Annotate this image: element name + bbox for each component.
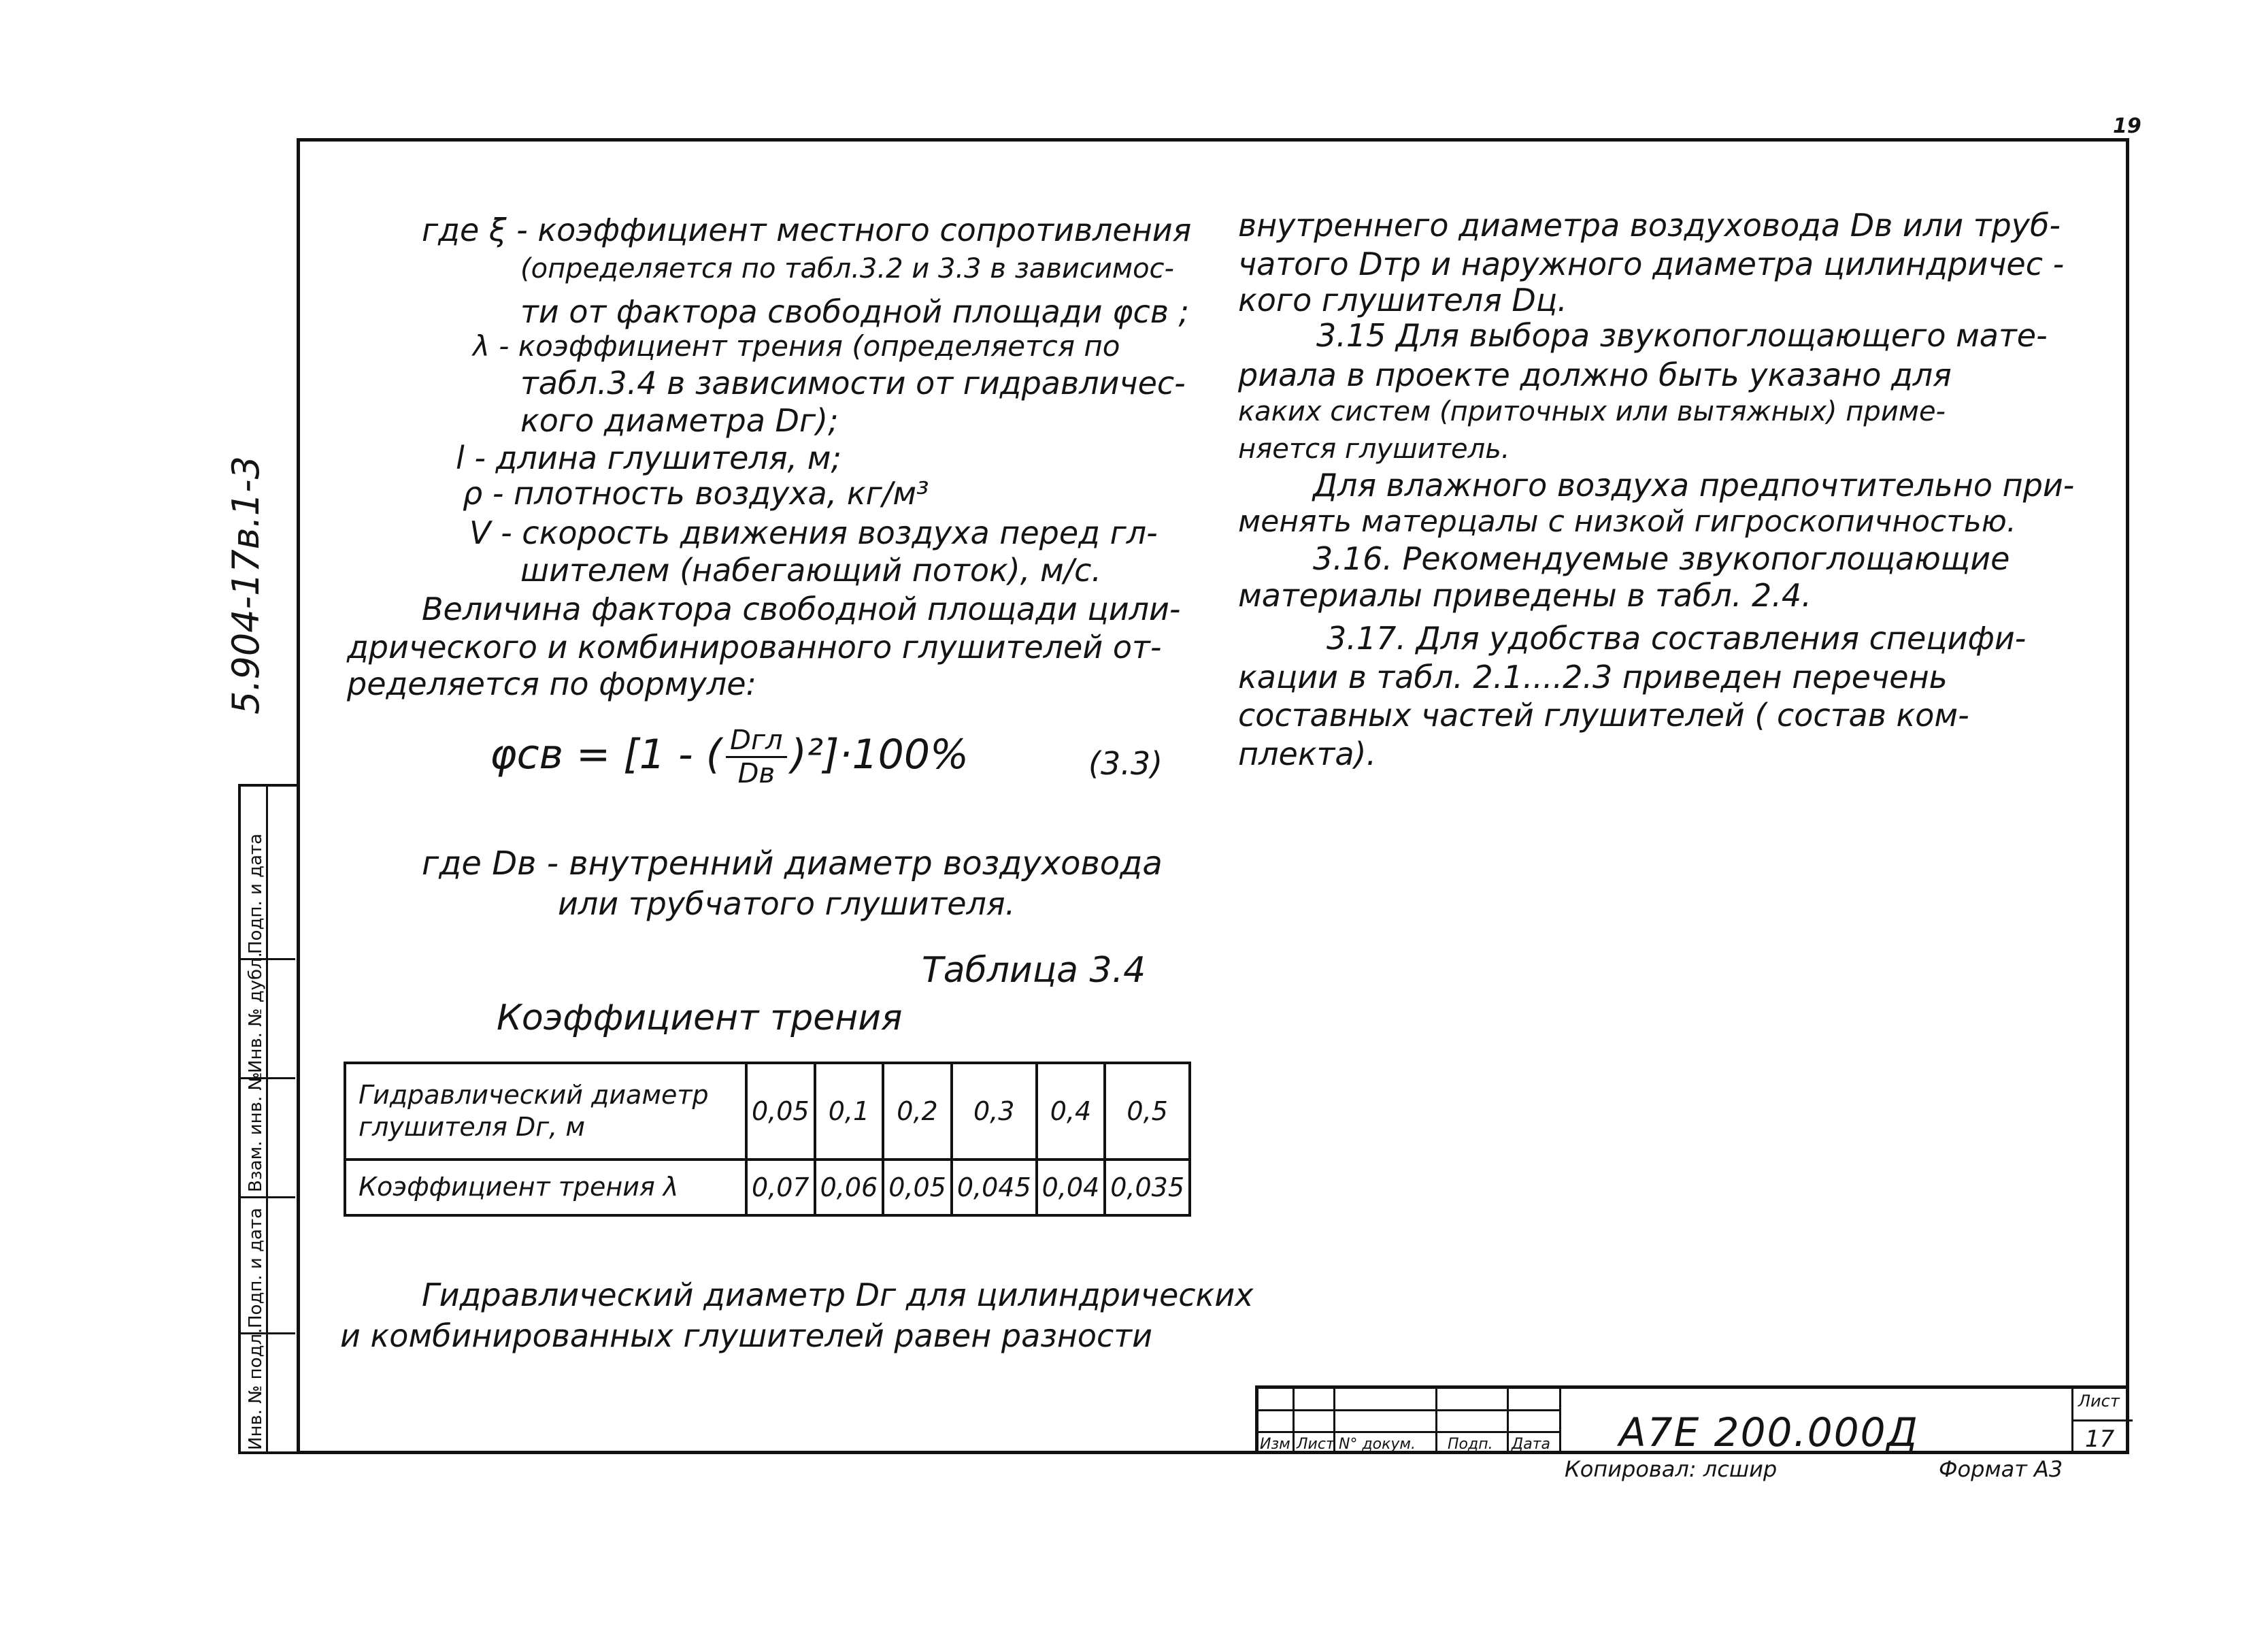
- formula-lhs: φсв = [1 - (: [490, 731, 722, 779]
- sheet-corner-number: 19: [2113, 114, 2141, 138]
- text-line: и комбинированных глушителей равен разности: [340, 1317, 1152, 1354]
- text-line: кации в табл. 2.1....2.3 приведен перечень: [1238, 659, 1948, 695]
- formula-numerator: Dгл: [726, 725, 786, 758]
- title-block-divider: [2071, 1389, 2073, 1454]
- text-line: составных частей глушителей ( состав ком-: [1238, 697, 1969, 734]
- text-line: или трубчатого глушителя.: [558, 885, 1016, 922]
- strip-cell: [241, 952, 295, 1079]
- column-label-sign: Подп.: [1448, 1436, 1493, 1453]
- text-line: внутреннего диаметра воздуховода Dв или труб-: [1238, 207, 2061, 244]
- text-line: шителем (набегающий поток), м/с.: [520, 552, 1102, 589]
- table-cell: 0,05: [883, 1160, 952, 1215]
- column-label-doc-num: N° докум.: [1339, 1436, 1416, 1453]
- table-cell: 0,4: [1037, 1063, 1105, 1160]
- table-cell-label: Коэффициент трения λ: [345, 1160, 746, 1215]
- formula-fraction: [726, 725, 786, 789]
- table-row: [345, 1160, 1190, 1215]
- text-line: каких систем (приточных или вытяжных) приме-: [1238, 396, 1946, 427]
- text-line: где Dв - внутренний диаметр воздуховода: [422, 844, 1163, 883]
- strip-cell: [241, 787, 295, 960]
- text-line: Гидравлический диаметр Dг для цилиндрических: [422, 1277, 1254, 1313]
- column-label-izm: Изм: [1260, 1436, 1290, 1453]
- table-row: [345, 1063, 1190, 1160]
- title-block-rule: [2071, 1419, 2133, 1421]
- table-cell-label: Гидравлический диаметр глушителя Dг, м: [345, 1063, 746, 1160]
- text-line: дрического и комбинированного глушителей от-: [347, 629, 1162, 665]
- equation-number: (3.3): [1088, 745, 1163, 782]
- formula-rhs: )²]·100%: [790, 731, 969, 779]
- table-cell: 0,2: [883, 1063, 952, 1160]
- table-cell: 0,04: [1037, 1160, 1105, 1215]
- formula-3-3: [490, 725, 969, 789]
- title-block-rule: [1258, 1409, 1559, 1411]
- sheet-label: Лист: [2078, 1392, 2120, 1411]
- title-block-divider: [1507, 1389, 1509, 1454]
- title-block-divider: [1293, 1389, 1295, 1454]
- strip-cell: [241, 1198, 295, 1334]
- sheet-number: 17: [2085, 1426, 2115, 1453]
- table-title: Коэффициент трения: [497, 998, 903, 1038]
- column-label-list: Лист: [1297, 1436, 1335, 1453]
- text-line: ρ - плотность воздуха, кг/м³: [463, 475, 929, 512]
- strip-label: Инв. № дубл.: [246, 952, 266, 1073]
- title-block-rule: [1258, 1431, 1559, 1433]
- text-line: табл.3.4 в зависимости от гидравличес-: [520, 365, 1186, 401]
- table-cell: 0,3: [952, 1063, 1037, 1160]
- table-cell: 0,5: [1105, 1063, 1190, 1160]
- document-code: А7Е 200.000Д: [1619, 1409, 1919, 1456]
- strip-label: Взам. инв. №: [246, 1072, 266, 1192]
- text-line: (определяется по табл.3.2 и 3.3 в зависимос-: [520, 253, 1174, 284]
- table-cell: 0,1: [815, 1063, 884, 1160]
- text-line: ти от фактора свободной площади φсв ;: [520, 293, 1190, 330]
- text-line: риала в проекте должно быть указано для: [1238, 357, 1952, 393]
- column-label-date: Дата: [1512, 1436, 1550, 1453]
- text-line: ределяется по формуле:: [347, 665, 756, 702]
- friction-table: [344, 1062, 1191, 1217]
- strip-cell: [241, 1072, 295, 1198]
- title-block: [1255, 1385, 2129, 1454]
- text-line: λ - коэффициент трения (определяется по: [473, 329, 1120, 363]
- text-line: Величина фактора свободной площади цили-: [422, 591, 1181, 627]
- text-line: где ξ - коэффициент местного сопротивления: [422, 212, 1192, 248]
- table-cell: 0,035: [1105, 1160, 1190, 1215]
- vertical-doc-code: 5.904-17в.1-3: [224, 456, 267, 714]
- text-line: l - длина глушителя, м;: [456, 440, 842, 476]
- text-line: 3.17. Для удобства составления специфи-: [1327, 620, 2027, 657]
- text-line: 3.16. Рекомендуемые звукопоглощающие: [1313, 540, 2010, 577]
- text-line: чатого Dтр и наружного диаметра цилиндричес -: [1238, 246, 2065, 282]
- text-line: кого диаметра Dг);: [520, 402, 839, 439]
- text-line: плекта).: [1238, 736, 1377, 772]
- table-caption: Таблица 3.4: [922, 950, 1146, 991]
- table-cell: 0,06: [815, 1160, 884, 1215]
- table-cell: 0,07: [746, 1160, 815, 1215]
- paper-format: Формат А3: [1939, 1456, 2063, 1482]
- strip-label: Инв. № подл.: [246, 1328, 266, 1450]
- text-line: V - скорость движения воздуха перед гл-: [469, 514, 1158, 551]
- formula-denominator: Dв: [737, 758, 776, 789]
- text-line: материалы приведены в табл. 2.4.: [1238, 577, 1812, 614]
- text-line: Для влажного воздуха предпочтительно при-: [1313, 467, 2075, 504]
- strip-label: Подп. и дата: [246, 1207, 266, 1328]
- side-stamp-strip: [238, 784, 298, 1454]
- title-block-divider: [1559, 1389, 1561, 1454]
- text-line: няется глушитель.: [1238, 433, 1510, 465]
- text-line: кого глушителя Dц.: [1238, 282, 1567, 318]
- text-line: 3.15 Для выбора звукопоглощающего мате-: [1316, 317, 2048, 354]
- strip-cell: [241, 1328, 295, 1454]
- table-cell: 0,05: [746, 1063, 815, 1160]
- copied-by: Копировал: лсшир: [1565, 1456, 1778, 1482]
- table-cell: 0,045: [952, 1160, 1037, 1215]
- strip-label: Подп. и дата: [246, 833, 266, 954]
- text-line: менять матерцалы с низкой гигроскопичностью.: [1238, 504, 2016, 539]
- title-block-divider: [1435, 1389, 1437, 1454]
